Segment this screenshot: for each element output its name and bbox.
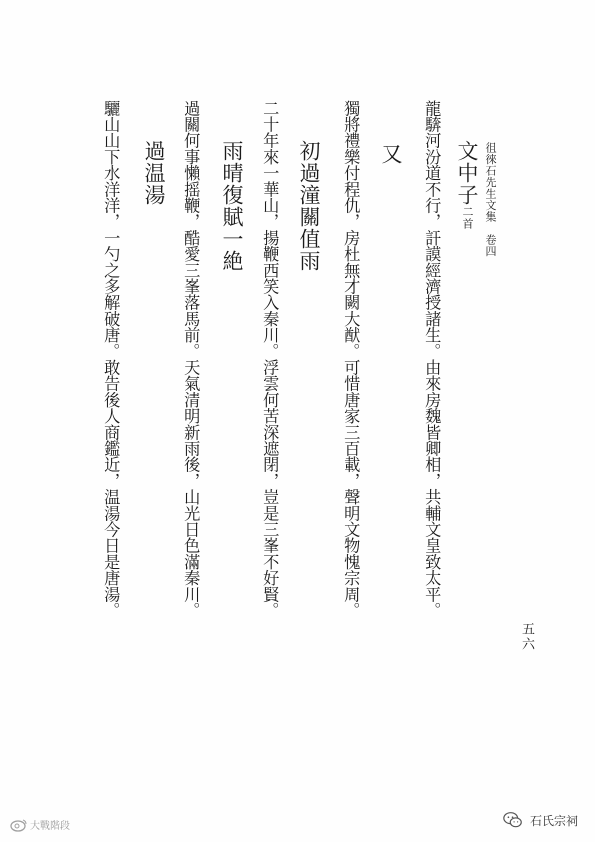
watermark-right-text: 石氏宗祠: [530, 813, 579, 828]
poem-title-note: 二首: [461, 206, 474, 230]
poem-text: 獨將禮樂付程仇，房杜無才闕大猷。可惜唐家三百載，聲明文物愧宗周。: [341, 100, 361, 619]
watermark-left-text: 大戰階段: [30, 821, 70, 832]
running-head: 徂徠石先生文集 卷四: [484, 142, 497, 257]
poem-title-text: 文中子: [455, 140, 479, 206]
poem-title: 雨晴復賦一絶: [220, 140, 244, 272]
poem-title: 過温湯: [142, 140, 166, 206]
poem-text: 過關何事懶摇鞭，酷愛三峯落馬前。天氣清明新雨後，山光日色滿秦川。: [181, 100, 201, 619]
poem-title: 初過潼關值雨: [297, 140, 321, 272]
poem-text: 驪山山下水洋洋，一勺之多解破唐。敢告後人商鑑近，温湯今日是唐湯。: [101, 100, 121, 619]
watermark-left: [10, 817, 70, 832]
poem-text: 龍𩣺河汾道不行，訐謨經濟授諸生。由來房魏皆卿相，共輔文皇致太平。: [422, 100, 442, 619]
wechat-icon: [502, 809, 524, 831]
page-number: 五六: [519, 622, 534, 652]
poem-title: 又: [379, 143, 403, 165]
poem-text: 二十年來一華山，揚鞭西笑入秦川。浮雲何苦深遮閉，豈是三峯不好賢。: [260, 100, 280, 619]
poem-title: [456, 140, 477, 230]
weibo-icon: [10, 818, 28, 832]
watermark-right: [502, 809, 578, 831]
